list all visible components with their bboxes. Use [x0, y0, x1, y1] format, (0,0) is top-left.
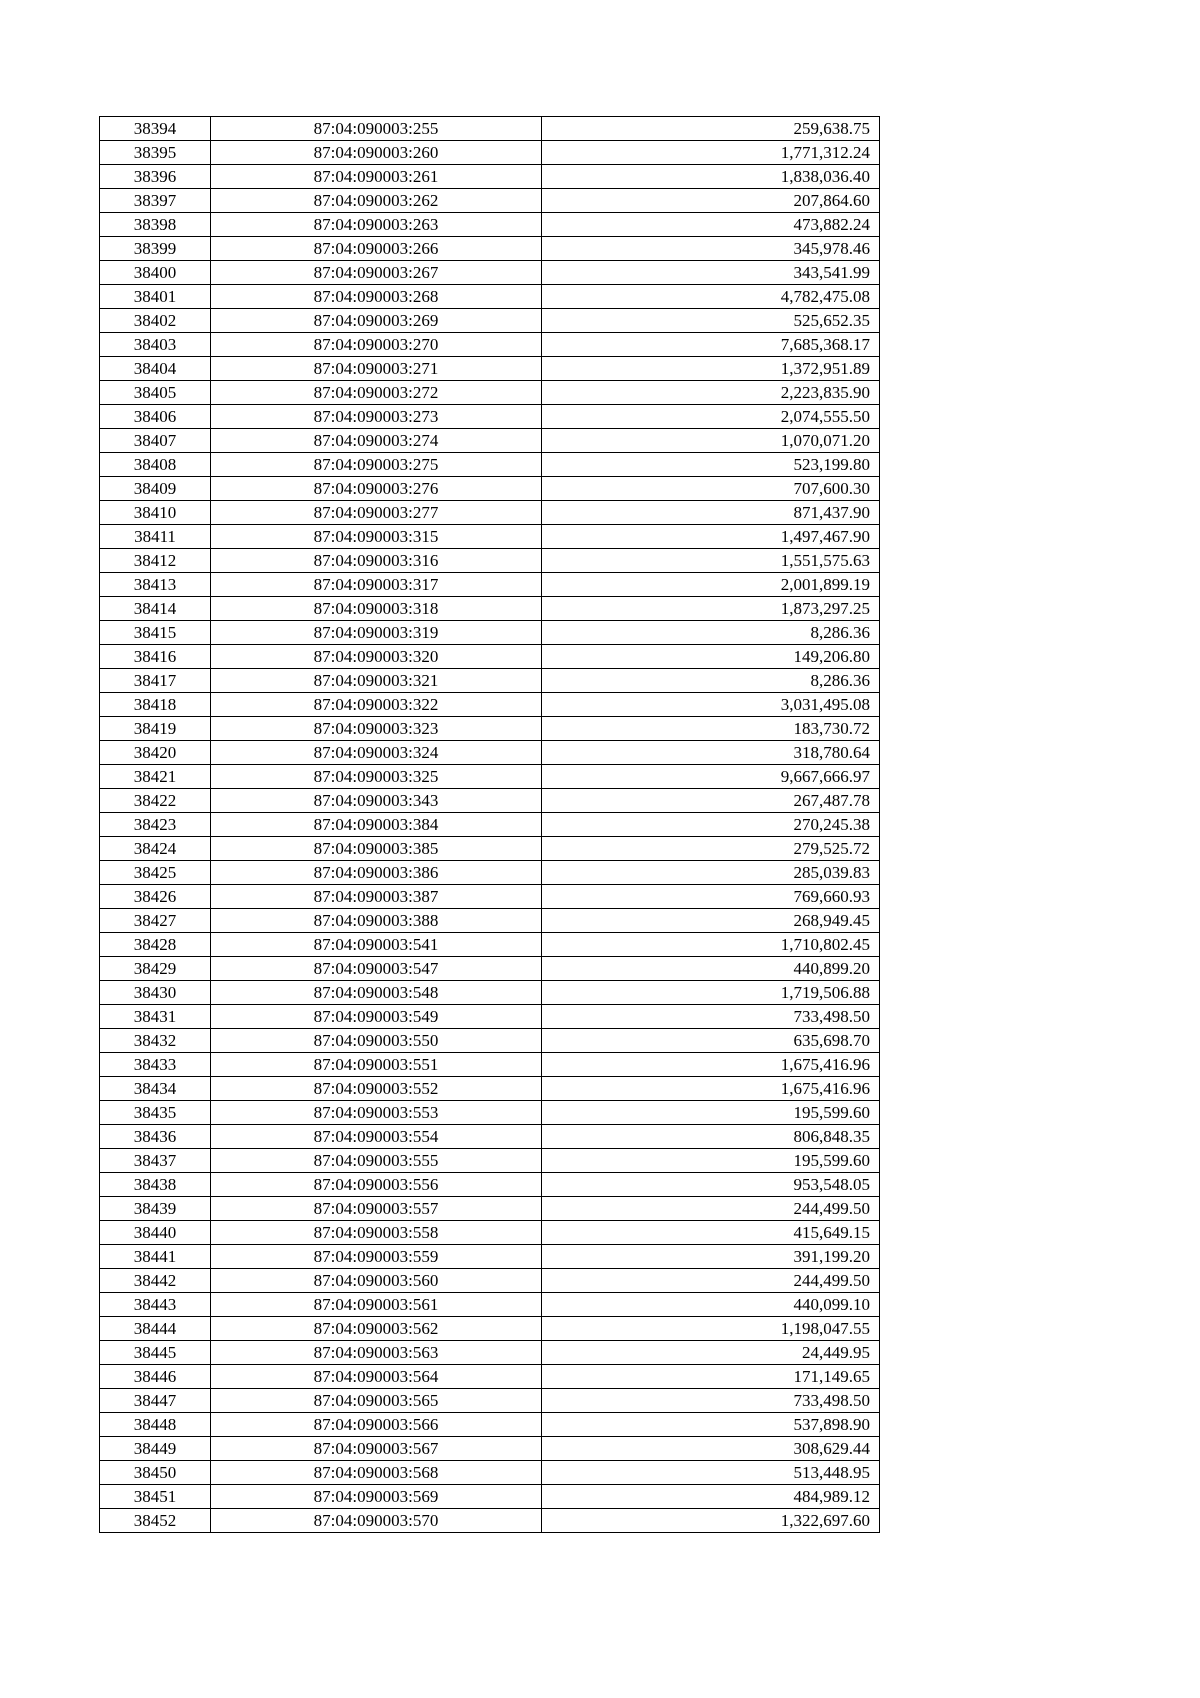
cadastral-value-cell: 733,498.50 — [542, 1389, 880, 1413]
table-row — [100, 309, 880, 333]
row-number-cell: 38439 — [100, 1197, 211, 1221]
table-row — [100, 885, 880, 909]
cadastral-value-cell: 1,322,697.60 — [542, 1509, 880, 1533]
table-row — [100, 645, 880, 669]
cadastral-value-cell: 1,551,575.63 — [542, 549, 880, 573]
table-row — [100, 573, 880, 597]
table-row — [100, 765, 880, 789]
cadastral-number-cell: 87:04:090003:276 — [211, 477, 542, 501]
cadastral-number-cell: 87:04:090003:321 — [211, 669, 542, 693]
table-row — [100, 1005, 880, 1029]
row-number-cell: 38421 — [100, 765, 211, 789]
table-row — [100, 1221, 880, 1245]
cadastral-number-cell: 87:04:090003:317 — [211, 573, 542, 597]
cadastral-value-cell: 343,541.99 — [542, 261, 880, 285]
cadastral-value-cell: 523,199.80 — [542, 453, 880, 477]
cadastral-number-cell: 87:04:090003:322 — [211, 693, 542, 717]
table-row — [100, 357, 880, 381]
cadastral-number-cell: 87:04:090003:550 — [211, 1029, 542, 1053]
table-row — [100, 1509, 880, 1533]
table-row — [100, 1317, 880, 1341]
row-number-cell: 38402 — [100, 309, 211, 333]
table-row — [100, 429, 880, 453]
cadastral-number-cell: 87:04:090003:566 — [211, 1413, 542, 1437]
cadastral-value-cell: 345,978.46 — [542, 237, 880, 261]
row-number-cell: 38418 — [100, 693, 211, 717]
table-row — [100, 1365, 880, 1389]
cadastral-value-cell: 1,771,312.24 — [542, 141, 880, 165]
cadastral-value-cell: 440,899.20 — [542, 957, 880, 981]
cadastral-number-cell: 87:04:090003:271 — [211, 357, 542, 381]
cadastral-number-cell: 87:04:090003:266 — [211, 237, 542, 261]
cadastral-value-cell: 267,487.78 — [542, 789, 880, 813]
cadastral-number-cell: 87:04:090003:549 — [211, 1005, 542, 1029]
row-number-cell: 38395 — [100, 141, 211, 165]
row-number-cell: 38404 — [100, 357, 211, 381]
cadastral-number-cell: 87:04:090003:273 — [211, 405, 542, 429]
cadastral-value-cell: 1,070,071.20 — [542, 429, 880, 453]
table-row — [100, 1389, 880, 1413]
table-body — [100, 117, 880, 1533]
cadastral-number-cell: 87:04:090003:260 — [211, 141, 542, 165]
cadastral-number-cell: 87:04:090003:385 — [211, 837, 542, 861]
row-number-cell: 38442 — [100, 1269, 211, 1293]
cadastral-number-cell: 87:04:090003:553 — [211, 1101, 542, 1125]
cadastral-number-cell: 87:04:090003:567 — [211, 1437, 542, 1461]
row-number-cell: 38419 — [100, 717, 211, 741]
cadastral-value-cell: 1,710,802.45 — [542, 933, 880, 957]
cadastral-number-cell: 87:04:090003:551 — [211, 1053, 542, 1077]
cadastral-value-cell: 1,675,416.96 — [542, 1053, 880, 1077]
table-row — [100, 1269, 880, 1293]
cadastral-value-cell: 1,198,047.55 — [542, 1317, 880, 1341]
row-number-cell: 38440 — [100, 1221, 211, 1245]
row-number-cell: 38441 — [100, 1245, 211, 1269]
row-number-cell: 38433 — [100, 1053, 211, 1077]
cadastral-value-cell: 1,873,297.25 — [542, 597, 880, 621]
cadastral-value-cell: 2,001,899.19 — [542, 573, 880, 597]
row-number-cell: 38424 — [100, 837, 211, 861]
cadastral-value-cell: 1,497,467.90 — [542, 525, 880, 549]
cadastral-number-cell: 87:04:090003:274 — [211, 429, 542, 453]
cadastral-number-cell: 87:04:090003:316 — [211, 549, 542, 573]
row-number-cell: 38447 — [100, 1389, 211, 1413]
cadastral-value-cell: 1,372,951.89 — [542, 357, 880, 381]
row-number-cell: 38401 — [100, 285, 211, 309]
row-number-cell: 38434 — [100, 1077, 211, 1101]
cadastral-number-cell: 87:04:090003:565 — [211, 1389, 542, 1413]
cadastral-value-cell: 635,698.70 — [542, 1029, 880, 1053]
cadastral-number-cell: 87:04:090003:569 — [211, 1485, 542, 1509]
cadastral-value-cell: 733,498.50 — [542, 1005, 880, 1029]
row-number-cell: 38400 — [100, 261, 211, 285]
cadastral-value-cell: 8,286.36 — [542, 621, 880, 645]
row-number-cell: 38410 — [100, 501, 211, 525]
table-row — [100, 213, 880, 237]
cadastral-number-cell: 87:04:090003:325 — [211, 765, 542, 789]
row-number-cell: 38406 — [100, 405, 211, 429]
cadastral-value-cell: 953,548.05 — [542, 1173, 880, 1197]
row-number-cell: 38446 — [100, 1365, 211, 1389]
table-row — [100, 285, 880, 309]
table-row — [100, 1341, 880, 1365]
cadastral-value-cell: 171,149.65 — [542, 1365, 880, 1389]
table-row — [100, 333, 880, 357]
table-row — [100, 957, 880, 981]
cadastral-value-cell: 707,600.30 — [542, 477, 880, 501]
cadastral-number-cell: 87:04:090003:555 — [211, 1149, 542, 1173]
cadastral-value-cell: 270,245.38 — [542, 813, 880, 837]
cadastral-value-cell: 2,223,835.90 — [542, 381, 880, 405]
table-row — [100, 717, 880, 741]
cadastral-number-cell: 87:04:090003:272 — [211, 381, 542, 405]
row-number-cell: 38413 — [100, 573, 211, 597]
table-row — [100, 453, 880, 477]
cadastral-value-cell: 183,730.72 — [542, 717, 880, 741]
cadastral-number-cell: 87:04:090003:315 — [211, 525, 542, 549]
cadastral-number-cell: 87:04:090003:386 — [211, 861, 542, 885]
row-number-cell: 38429 — [100, 957, 211, 981]
table-row — [100, 1101, 880, 1125]
row-number-cell: 38415 — [100, 621, 211, 645]
cadastral-number-cell: 87:04:090003:267 — [211, 261, 542, 285]
cadastral-number-cell: 87:04:090003:318 — [211, 597, 542, 621]
cadastral-value-table — [99, 116, 880, 1533]
cadastral-value-cell: 1,719,506.88 — [542, 981, 880, 1005]
row-number-cell: 38414 — [100, 597, 211, 621]
cadastral-number-cell: 87:04:090003:255 — [211, 117, 542, 141]
cadastral-number-cell: 87:04:090003:552 — [211, 1077, 542, 1101]
cadastral-value-cell: 4,782,475.08 — [542, 285, 880, 309]
table-row — [100, 861, 880, 885]
cadastral-number-cell: 87:04:090003:564 — [211, 1365, 542, 1389]
row-number-cell: 38394 — [100, 117, 211, 141]
row-number-cell: 38426 — [100, 885, 211, 909]
row-number-cell: 38416 — [100, 645, 211, 669]
row-number-cell: 38405 — [100, 381, 211, 405]
cadastral-number-cell: 87:04:090003:269 — [211, 309, 542, 333]
cadastral-number-cell: 87:04:090003:270 — [211, 333, 542, 357]
cadastral-value-cell: 440,099.10 — [542, 1293, 880, 1317]
row-number-cell: 38408 — [100, 453, 211, 477]
cadastral-number-cell: 87:04:090003:261 — [211, 165, 542, 189]
cadastral-value-cell: 259,638.75 — [542, 117, 880, 141]
cadastral-value-cell: 1,675,416.96 — [542, 1077, 880, 1101]
row-number-cell: 38407 — [100, 429, 211, 453]
table-row — [100, 405, 880, 429]
cadastral-number-cell: 87:04:090003:319 — [211, 621, 542, 645]
cadastral-number-cell: 87:04:090003:570 — [211, 1509, 542, 1533]
table-row — [100, 237, 880, 261]
row-number-cell: 38417 — [100, 669, 211, 693]
table-row — [100, 981, 880, 1005]
cadastral-number-cell: 87:04:090003:320 — [211, 645, 542, 669]
table-row — [100, 1293, 880, 1317]
row-number-cell: 38450 — [100, 1461, 211, 1485]
cadastral-number-cell: 87:04:090003:324 — [211, 741, 542, 765]
row-number-cell: 38443 — [100, 1293, 211, 1317]
cadastral-value-cell: 871,437.90 — [542, 501, 880, 525]
table-row — [100, 1173, 880, 1197]
row-number-cell: 38432 — [100, 1029, 211, 1053]
table-row — [100, 117, 880, 141]
table-row — [100, 1485, 880, 1509]
cadastral-value-cell: 7,685,368.17 — [542, 333, 880, 357]
cadastral-number-cell: 87:04:090003:343 — [211, 789, 542, 813]
table-row — [100, 909, 880, 933]
table-row — [100, 141, 880, 165]
row-number-cell: 38448 — [100, 1413, 211, 1437]
table-row — [100, 165, 880, 189]
cadastral-value-cell: 9,667,666.97 — [542, 765, 880, 789]
cadastral-number-cell: 87:04:090003:558 — [211, 1221, 542, 1245]
table-row — [100, 837, 880, 861]
table-row — [100, 1125, 880, 1149]
row-number-cell: 38435 — [100, 1101, 211, 1125]
cadastral-number-cell: 87:04:090003:556 — [211, 1173, 542, 1197]
cadastral-number-cell: 87:04:090003:268 — [211, 285, 542, 309]
cadastral-number-cell: 87:04:090003:560 — [211, 1269, 542, 1293]
row-number-cell: 38409 — [100, 477, 211, 501]
cadastral-number-cell: 87:04:090003:562 — [211, 1317, 542, 1341]
cadastral-value-cell: 3,031,495.08 — [542, 693, 880, 717]
cadastral-value-cell: 207,864.60 — [542, 189, 880, 213]
table-row — [100, 669, 880, 693]
cadastral-number-cell: 87:04:090003:275 — [211, 453, 542, 477]
cadastral-number-cell: 87:04:090003:541 — [211, 933, 542, 957]
table-row — [100, 597, 880, 621]
cadastral-number-cell: 87:04:090003:554 — [211, 1125, 542, 1149]
cadastral-value-cell: 525,652.35 — [542, 309, 880, 333]
row-number-cell: 38437 — [100, 1149, 211, 1173]
row-number-cell: 38420 — [100, 741, 211, 765]
table-row — [100, 261, 880, 285]
table-row — [100, 741, 880, 765]
row-number-cell: 38452 — [100, 1509, 211, 1533]
row-number-cell: 38445 — [100, 1341, 211, 1365]
cadastral-value-cell: 1,838,036.40 — [542, 165, 880, 189]
cadastral-value-cell: 318,780.64 — [542, 741, 880, 765]
row-number-cell: 38431 — [100, 1005, 211, 1029]
cadastral-number-cell: 87:04:090003:559 — [211, 1245, 542, 1269]
table-row — [100, 501, 880, 525]
cadastral-number-cell: 87:04:090003:388 — [211, 909, 542, 933]
row-number-cell: 38403 — [100, 333, 211, 357]
table-row — [100, 1149, 880, 1173]
table-row — [100, 1245, 880, 1269]
row-number-cell: 38423 — [100, 813, 211, 837]
row-number-cell: 38430 — [100, 981, 211, 1005]
table-row — [100, 1029, 880, 1053]
row-number-cell: 38451 — [100, 1485, 211, 1509]
cadastral-value-cell: 537,898.90 — [542, 1413, 880, 1437]
row-number-cell: 38412 — [100, 549, 211, 573]
row-number-cell: 38425 — [100, 861, 211, 885]
cadastral-number-cell: 87:04:090003:263 — [211, 213, 542, 237]
table-row — [100, 621, 880, 645]
cadastral-value-cell: 195,599.60 — [542, 1149, 880, 1173]
row-number-cell: 38428 — [100, 933, 211, 957]
table-row — [100, 693, 880, 717]
row-number-cell: 38422 — [100, 789, 211, 813]
table-row — [100, 1053, 880, 1077]
cadastral-value-cell: 244,499.50 — [542, 1197, 880, 1221]
cadastral-value-cell: 285,039.83 — [542, 861, 880, 885]
cadastral-number-cell: 87:04:090003:277 — [211, 501, 542, 525]
table-row — [100, 1461, 880, 1485]
cadastral-value-cell: 391,199.20 — [542, 1245, 880, 1269]
cadastral-number-cell: 87:04:090003:547 — [211, 957, 542, 981]
row-number-cell: 38399 — [100, 237, 211, 261]
table-row — [100, 189, 880, 213]
cadastral-value-cell: 308,629.44 — [542, 1437, 880, 1461]
table-row — [100, 1413, 880, 1437]
cadastral-value-cell: 769,660.93 — [542, 885, 880, 909]
row-number-cell: 38444 — [100, 1317, 211, 1341]
row-number-cell: 38436 — [100, 1125, 211, 1149]
table-row — [100, 1077, 880, 1101]
row-number-cell: 38397 — [100, 189, 211, 213]
table-row — [100, 933, 880, 957]
row-number-cell: 38398 — [100, 213, 211, 237]
cadastral-value-cell: 513,448.95 — [542, 1461, 880, 1485]
row-number-cell: 38449 — [100, 1437, 211, 1461]
table-row — [100, 813, 880, 837]
table-row — [100, 381, 880, 405]
row-number-cell: 38427 — [100, 909, 211, 933]
table-row — [100, 549, 880, 573]
cadastral-value-cell: 149,206.80 — [542, 645, 880, 669]
table-row — [100, 789, 880, 813]
cadastral-number-cell: 87:04:090003:563 — [211, 1341, 542, 1365]
cadastral-number-cell: 87:04:090003:561 — [211, 1293, 542, 1317]
cadastral-number-cell: 87:04:090003:323 — [211, 717, 542, 741]
cadastral-value-cell: 195,599.60 — [542, 1101, 880, 1125]
row-number-cell: 38411 — [100, 525, 211, 549]
cadastral-value-cell: 2,074,555.50 — [542, 405, 880, 429]
cadastral-value-cell: 484,989.12 — [542, 1485, 880, 1509]
cadastral-number-cell: 87:04:090003:557 — [211, 1197, 542, 1221]
table-row — [100, 477, 880, 501]
table-row — [100, 1197, 880, 1221]
cadastral-number-cell: 87:04:090003:262 — [211, 189, 542, 213]
cadastral-value-cell: 244,499.50 — [542, 1269, 880, 1293]
table-row — [100, 1437, 880, 1461]
cadastral-number-cell: 87:04:090003:568 — [211, 1461, 542, 1485]
cadastral-number-cell: 87:04:090003:384 — [211, 813, 542, 837]
cadastral-value-cell: 415,649.15 — [542, 1221, 880, 1245]
cadastral-number-cell: 87:04:090003:548 — [211, 981, 542, 1005]
cadastral-value-cell: 268,949.45 — [542, 909, 880, 933]
table-row — [100, 525, 880, 549]
row-number-cell: 38396 — [100, 165, 211, 189]
cadastral-value-cell: 473,882.24 — [542, 213, 880, 237]
cadastral-value-cell: 279,525.72 — [542, 837, 880, 861]
cadastral-value-cell: 8,286.36 — [542, 669, 880, 693]
cadastral-number-cell: 87:04:090003:387 — [211, 885, 542, 909]
cadastral-value-cell: 24,449.95 — [542, 1341, 880, 1365]
cadastral-value-cell: 806,848.35 — [542, 1125, 880, 1149]
row-number-cell: 38438 — [100, 1173, 211, 1197]
